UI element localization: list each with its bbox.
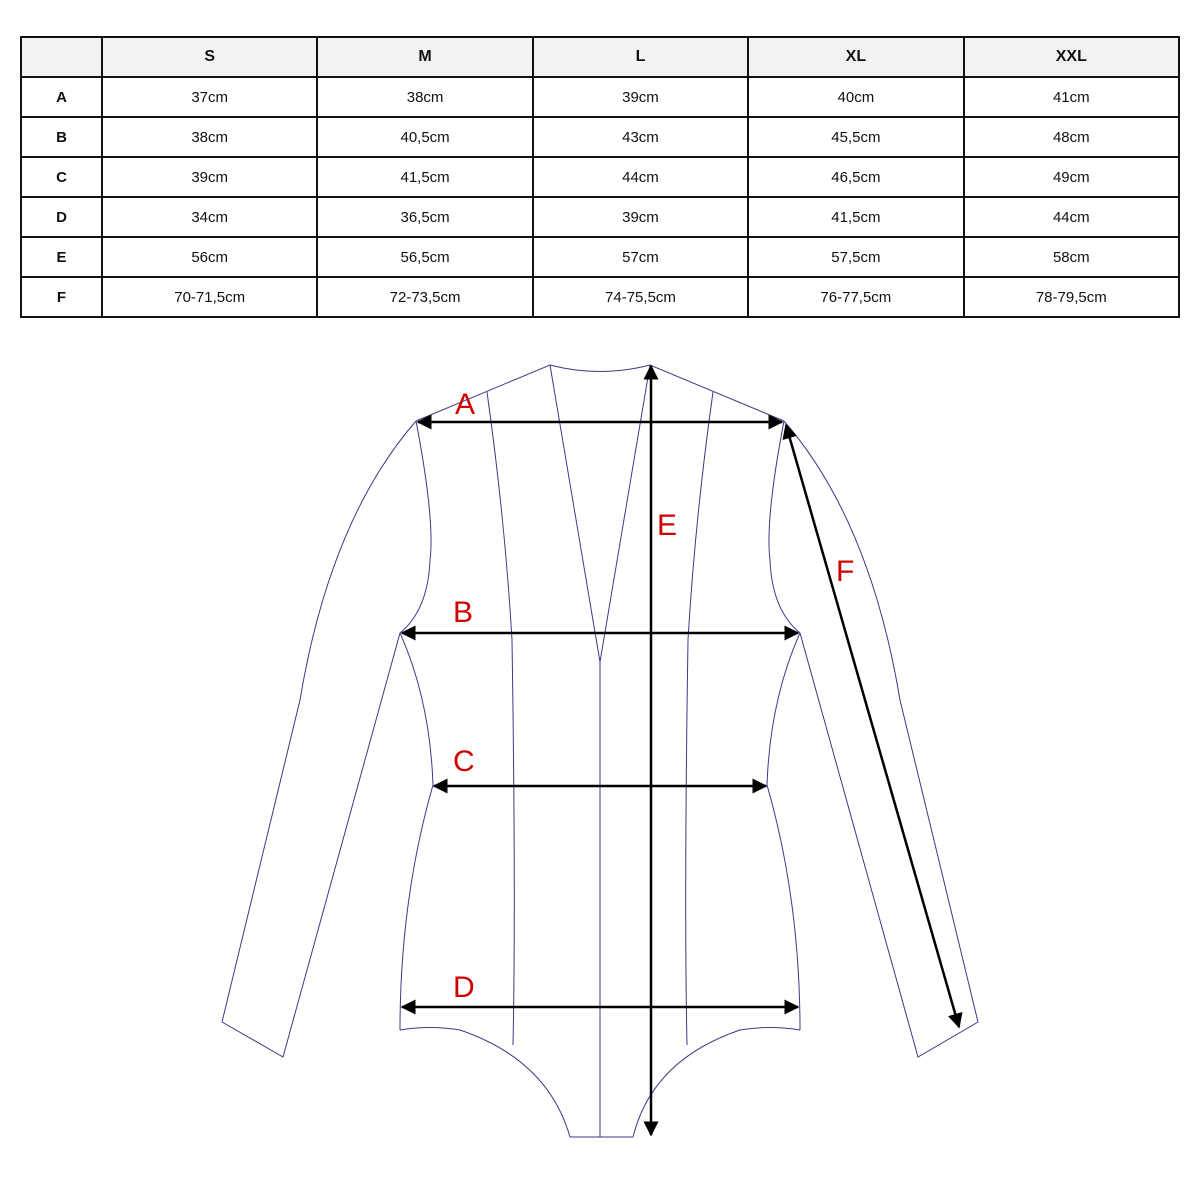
table-cell: 39cm bbox=[102, 157, 317, 197]
row-label: C bbox=[21, 157, 102, 197]
row-label: F bbox=[21, 277, 102, 317]
table-cell: 49cm bbox=[964, 157, 1179, 197]
table-cell: 56,5cm bbox=[317, 237, 532, 277]
size-header-m: M bbox=[317, 37, 532, 77]
table-cell: 72-73,5cm bbox=[317, 277, 532, 317]
row-label: E bbox=[21, 237, 102, 277]
table-cell: 38cm bbox=[102, 117, 317, 157]
measure-b-label: B bbox=[453, 596, 474, 629]
size-header-xxl: XXL bbox=[964, 37, 1179, 77]
measure-f-label: F bbox=[836, 555, 855, 588]
table-cell: 48cm bbox=[964, 117, 1179, 157]
table-cell: 57cm bbox=[533, 237, 748, 277]
measure-c-label: C bbox=[453, 745, 475, 778]
table-cell: 40cm bbox=[748, 77, 963, 117]
row-label: A bbox=[21, 77, 102, 117]
row-label: B bbox=[21, 117, 102, 157]
hem-right bbox=[633, 1028, 800, 1138]
table-cell: 78-79,5cm bbox=[964, 277, 1179, 317]
measure-d-label: D bbox=[453, 971, 475, 1004]
front-left-panel-seam bbox=[487, 392, 514, 1045]
front-right-panel-seam bbox=[686, 392, 713, 1045]
table-cell: 34cm bbox=[102, 197, 317, 237]
measure-e-label: E bbox=[657, 509, 678, 542]
table-cell: 40,5cm bbox=[317, 117, 532, 157]
table-cell: 38cm bbox=[317, 77, 532, 117]
table-cell: 70-71,5cm bbox=[102, 277, 317, 317]
table-cell: 43cm bbox=[533, 117, 748, 157]
table-cell: 56cm bbox=[102, 237, 317, 277]
left-sleeve bbox=[222, 421, 416, 1057]
table-cell: 44cm bbox=[533, 157, 748, 197]
table-cell: 37cm bbox=[102, 77, 317, 117]
table-cell: 41,5cm bbox=[317, 157, 532, 197]
row-label: D bbox=[21, 197, 102, 237]
size-header-l: L bbox=[533, 37, 748, 77]
table-cell: 76-77,5cm bbox=[748, 277, 963, 317]
table-cell: 41,5cm bbox=[748, 197, 963, 237]
measure-f-arrow bbox=[786, 425, 959, 1027]
table-cell: 58cm bbox=[964, 237, 1179, 277]
table-cell: 57,5cm bbox=[748, 237, 963, 277]
table-cell: 39cm bbox=[533, 197, 748, 237]
left-body-side bbox=[400, 421, 433, 1030]
size-header-s: S bbox=[102, 37, 317, 77]
hem-left bbox=[400, 1028, 633, 1138]
table-cell: 39cm bbox=[533, 77, 748, 117]
table-cell: 41cm bbox=[964, 77, 1179, 117]
measure-a-label: A bbox=[455, 388, 476, 421]
table-cell: 44cm bbox=[964, 197, 1179, 237]
right-body-side bbox=[767, 421, 800, 1030]
table-cell: 46,5cm bbox=[748, 157, 963, 197]
bodysuit-outline bbox=[222, 365, 978, 1137]
table-cell: 45,5cm bbox=[748, 117, 963, 157]
table-cell: 74-75,5cm bbox=[533, 277, 748, 317]
v-neck-right bbox=[600, 365, 650, 662]
table-cell: 36,5cm bbox=[317, 197, 532, 237]
size-header-xl: XL bbox=[748, 37, 963, 77]
v-neck-left bbox=[550, 365, 600, 662]
